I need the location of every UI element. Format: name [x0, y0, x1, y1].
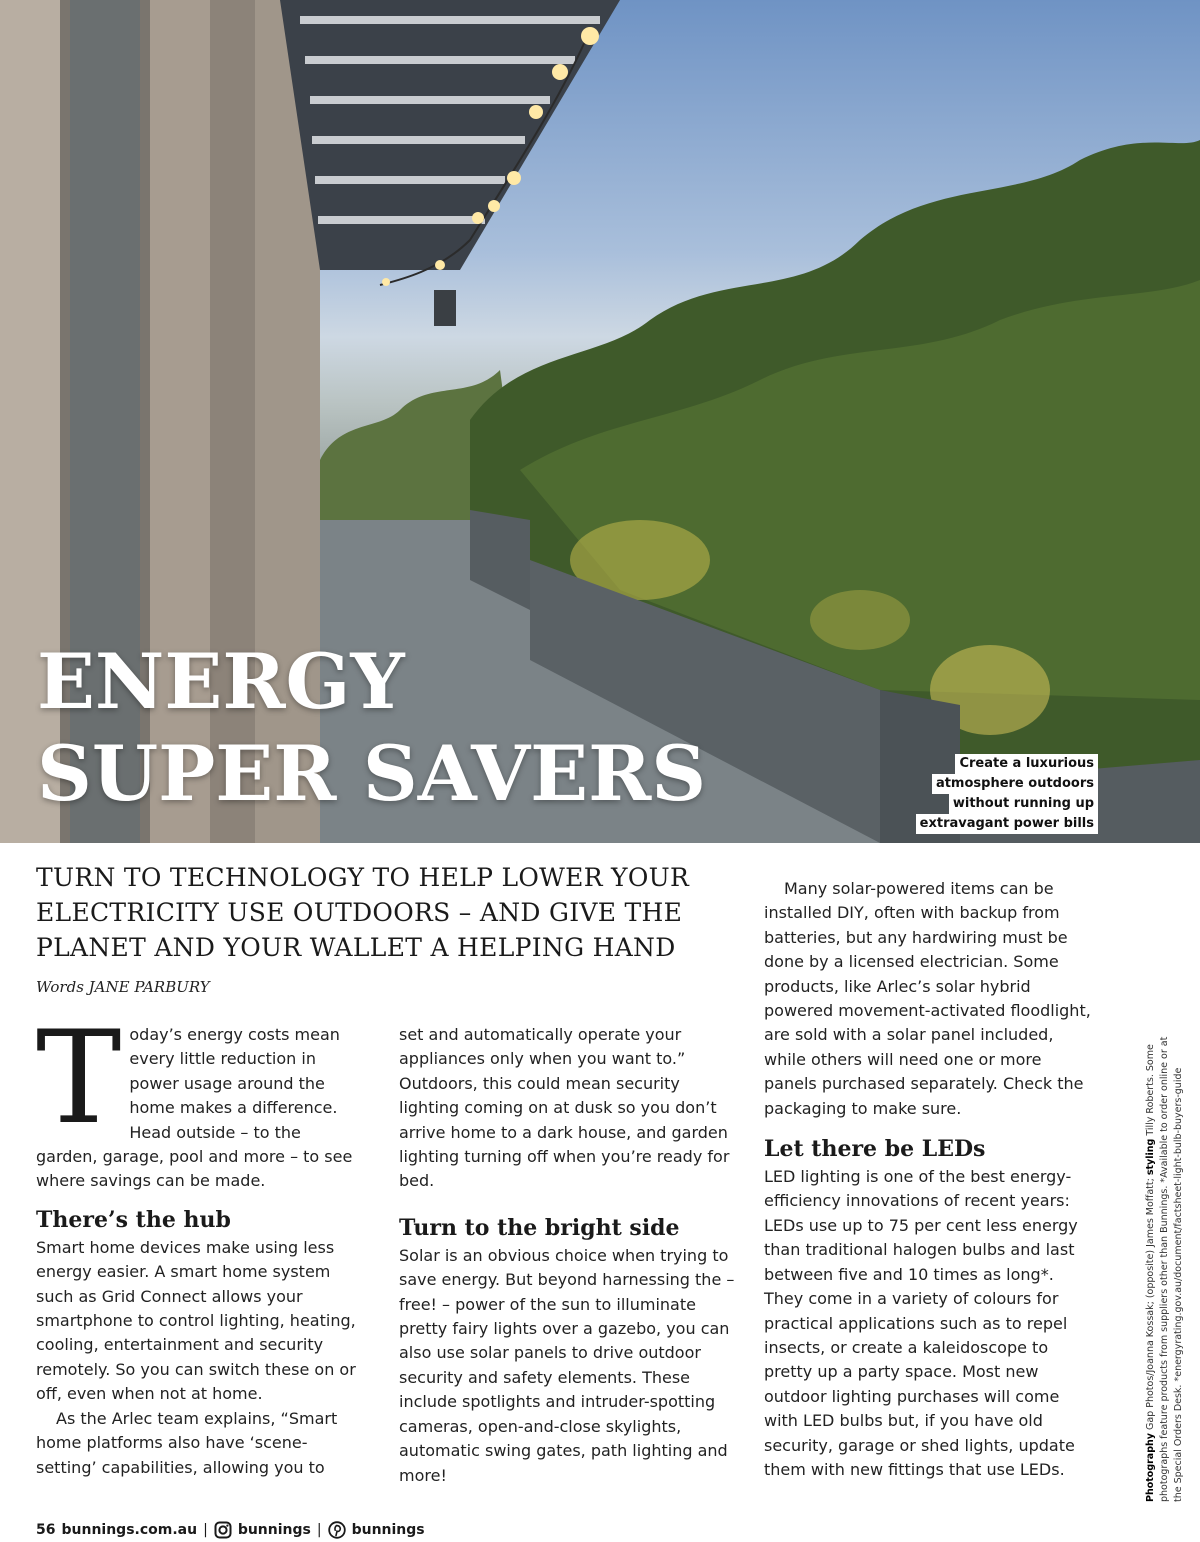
caption-line: without running up — [949, 794, 1098, 814]
byline: Words JANE PARBURY — [36, 978, 210, 996]
body-paragraph: Solar is an obvious choice when trying to save energy. But beyond harnessing the – free! – power of the sun to illuminate pretty fairy lights over a gazebo, you can also use solar panels to drive outdoor security and safety elements. These include spotlights and intruder-spotting cameras, open-and-close skylights, automatic swing gates, path lighting and more! — [399, 1245, 735, 1485]
body-paragraph: As the Arlec team explains, “Smart home platforms also have ‘scene-setting’ capabilities, allowing you to — [36, 1408, 338, 1477]
caption-line: atmosphere outdoors — [932, 774, 1098, 794]
drop-cap: T — [36, 1004, 122, 1153]
page-number: 56 — [36, 1522, 56, 1538]
website-link[interactable]: bunnings.com.au — [61, 1522, 198, 1538]
instagram-handle[interactable]: bunnings — [237, 1522, 311, 1538]
column-2 — [399, 1023, 736, 1488]
instagram-icon[interactable] — [214, 1521, 232, 1539]
section-heading-hub: There’s the hub — [36, 1206, 231, 1233]
body-paragraph: Many solar-powered items can be installed DIY, often with backup from batteries, but any hardwiring must be done by a licensed electrician. Some products, like Arlec’s solar hybrid powered movement-activated floodlight, are sold with a solar panel included, while others will need one or more panels purchased separately. Check the packaging to make sure. — [764, 879, 1091, 1118]
body-paragraph: LED lighting is one of the best energy-efficiency innovations of recent years: LEDs use up to 75 per cent less energy than traditional halogen bulbs and last between five and 10 times as long*. They come in a variety of colours for practical applications such as to repel insects, or create a kaleidoscope to pretty up a party space. Most new outdoor lighting purchases will come with LED bulbs but, if you have old security, garage or shed lights, update them with new fittings that use LEDs. — [764, 1167, 1078, 1479]
column-1 — [36, 1004, 366, 1480]
headline-line-1: ENERGY — [37, 637, 405, 726]
photo-credits: Photography Gap Photos/Joanna Kossak; (opposite) James Moffatt; styling Tilly Roberts. Some photographs feature products from suppliers other than Bunnings. *Available to order online or at the Special Orders Desk. *energyrating.gov.au/document/factsheet-light-bulb-buyers-guide — [1145, 1036, 1184, 1502]
page-footer — [36, 1521, 425, 1539]
separator: | — [316, 1522, 322, 1538]
section-heading-leds: Let there be LEDs — [764, 1136, 986, 1163]
headline — [37, 636, 706, 820]
body-paragraph: set and automatically operate your appliances only when you want to.” Outdoors, this could mean security lighting coming on at dusk so you don’t arrive home to a dark house, and garden lighting turning off when you’re ready for bed. — [399, 1025, 730, 1191]
pinterest-icon[interactable] — [328, 1521, 346, 1539]
body-paragraph: Smart home devices make using less energy easier. A smart home system such as Grid Connect allows your smartphone to control lighting, heating, cooling, entertainment and security remotely. So you can switch these on or off, even when not at home. — [36, 1237, 356, 1404]
pinterest-handle[interactable]: bunnings — [351, 1522, 425, 1538]
intro-paragraph: Today’s energy costs mean every little reduction in power usage around the home makes a difference. Head outside – to the garden, garage, pool and more – to see where savings can be made. — [36, 1004, 353, 1191]
section-heading-bright-side: Turn to the bright side — [399, 1214, 680, 1241]
article-deck: TURN TO TECHNOLOGY TO HELP LOWER YOUR ELECTRICITY USE OUTDOORS – AND GIVE THE PLANET AND YOUR WALLET A HELPING HAND — [36, 863, 690, 962]
separator: | — [203, 1522, 208, 1538]
caption-line: extravagant power bills — [916, 814, 1098, 834]
photo-caption — [916, 754, 1098, 834]
headline-line-2: SUPER SAVERS — [37, 729, 707, 818]
column-3 — [764, 877, 1096, 1482]
caption-line: Create a luxurious — [955, 754, 1098, 774]
